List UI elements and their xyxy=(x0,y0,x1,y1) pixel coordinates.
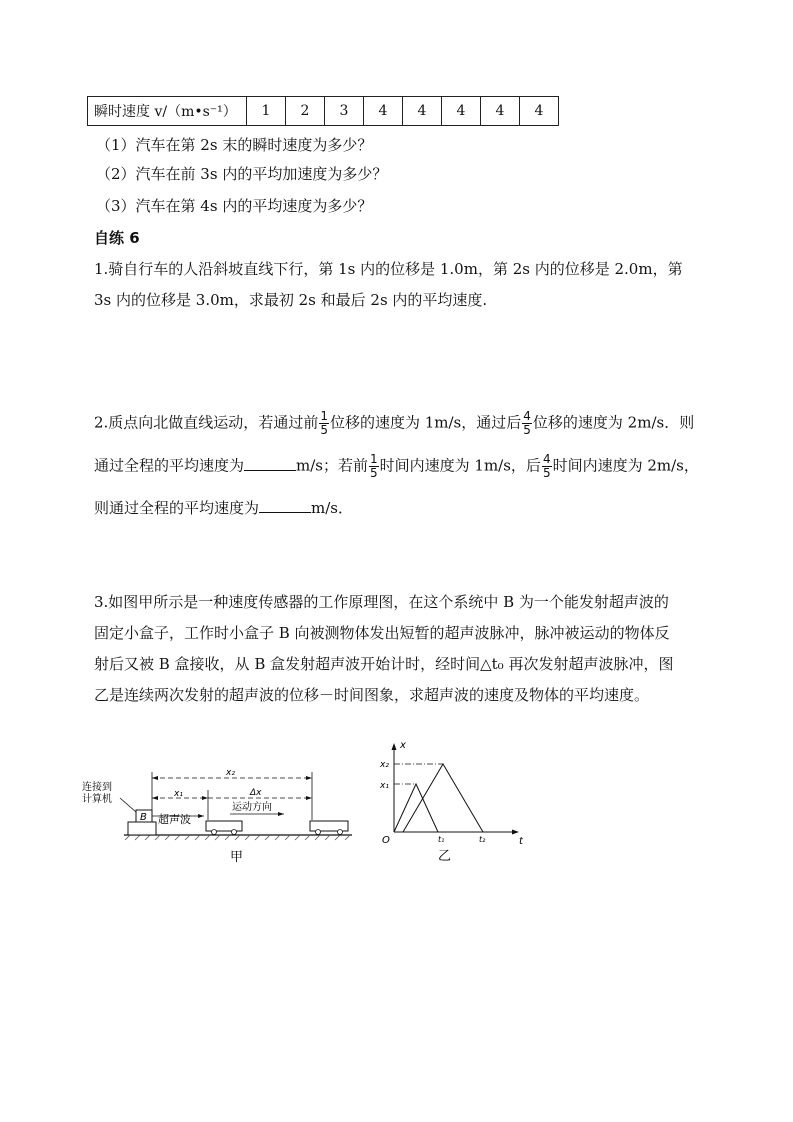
pulse-2 xyxy=(403,764,483,832)
question-3: （3）汽车在第 4s 内的平均速度为多少？ xyxy=(96,197,373,215)
arrow-head xyxy=(306,776,312,780)
problem-2-text: 2.质点向北做直线运动，若通过前 xyxy=(94,413,319,432)
problem-2-text: m/s；若前 xyxy=(296,456,368,475)
connect-label-2: 计算机 xyxy=(82,794,112,805)
table-header-cell: 瞬时速度 v/（m•s⁻¹） xyxy=(88,97,247,126)
problem-2-text: 时间内速度为 1m/s，后 xyxy=(379,456,541,475)
table-cell: 4 xyxy=(403,97,442,126)
figure-b-caption: 乙 xyxy=(438,849,452,864)
x-axis-label: x xyxy=(400,740,406,751)
problem-2-line-3 xyxy=(94,497,353,518)
table-cell: 1 xyxy=(247,97,286,126)
ground-hatching xyxy=(125,835,350,840)
dx-label: Δx xyxy=(250,788,262,798)
pulse-1 xyxy=(394,784,438,832)
table-cell: 2 xyxy=(286,97,325,126)
fraction-denominator: 5 xyxy=(370,466,378,480)
fraction-denominator: 5 xyxy=(320,423,328,437)
problem-2-text: 位移的速度为 2m/s．则 xyxy=(532,413,695,432)
direction-label: 运动方向 xyxy=(232,802,272,813)
cart-2-wheel xyxy=(338,830,343,835)
problem-3-line-4: 乙是连续两次发射的超声波的位移－时间图象，求超声波的速度及物体的平均速度。 xyxy=(94,686,650,704)
arrow-head xyxy=(152,776,158,780)
origin-label: O xyxy=(382,835,390,846)
answer-blank[interactable] xyxy=(244,456,296,471)
cart-1-wheel xyxy=(232,830,237,835)
x1-tick-label: x₁ xyxy=(380,781,389,791)
fraction-numerator: 4 xyxy=(523,409,531,423)
fraction-numerator: 4 xyxy=(542,452,551,466)
table-row xyxy=(88,97,559,126)
arrow-head xyxy=(202,796,208,800)
problem-1-line-2: 3s 内的位移是 3.0m，求最初 2s 和最后 2s 内的平均速度. xyxy=(94,291,488,309)
cart-2-wheel xyxy=(316,830,321,835)
x2-label: x₂ xyxy=(226,768,235,778)
fraction-denominator: 5 xyxy=(523,423,531,437)
x2-tick-label: x₂ xyxy=(380,760,389,770)
fraction-four-fifths xyxy=(522,410,532,437)
cart-1-wheel xyxy=(212,830,217,835)
sensor-base xyxy=(128,822,156,835)
section-title: 自练 6 xyxy=(94,229,140,247)
problem-2-text: 位移的速度为 1m/s，通过后 xyxy=(329,413,522,432)
connect-pointer xyxy=(120,798,136,812)
figure-b-xt-graph xyxy=(376,738,536,868)
answer-blank[interactable] xyxy=(259,498,311,513)
problem-2-line-2 xyxy=(94,453,699,480)
table-cell: 4 xyxy=(442,97,481,126)
arrow-head xyxy=(198,814,204,818)
problem-3-line-3: 射后又被 B 盒接收，从 B 盒发射超声波开始计时，经时间△t₀ 再次发射超声波脉冲，图 xyxy=(94,655,674,673)
arrow-head xyxy=(512,830,519,835)
table-cell: 4 xyxy=(364,97,403,126)
problem-1-line-1: 1.骑自行车的人沿斜坡直线下行，第 1s 内的位移是 1.0m，第 2s 内的位移是 2.0m，第 xyxy=(94,260,683,278)
velocity-table xyxy=(87,96,559,126)
arrow-head xyxy=(152,796,158,800)
table-cell: 4 xyxy=(520,97,559,126)
arrow-head xyxy=(306,796,312,800)
x1-label: x₁ xyxy=(174,789,183,799)
fraction-denominator: 5 xyxy=(542,466,551,480)
table-cell: 4 xyxy=(481,97,520,126)
figure-a-sensor-diagram xyxy=(80,760,360,870)
fraction-numerator: 1 xyxy=(370,452,378,466)
question-1: （1）汽车在第 2s 末的瞬时速度为多少？ xyxy=(96,136,373,154)
problem-2-text: 通过全程的平均速度为 xyxy=(94,456,245,475)
t2-label: t₂ xyxy=(479,835,486,844)
t1-label: t₁ xyxy=(438,835,445,844)
question-2: （2）汽车在前 3s 内的平均加速度为多少？ xyxy=(96,165,388,183)
figure-a-caption: 甲 xyxy=(230,850,244,865)
fraction-numerator: 1 xyxy=(320,409,328,423)
problem-3-line-1: 3.如图甲所示是一种速度传感器的工作原理图，在这个系统中 B 为一个能发射超声波的 xyxy=(94,593,669,611)
problem-2-text: m/s． xyxy=(311,499,353,517)
arrow-head xyxy=(278,812,284,816)
table-cell: 3 xyxy=(325,97,364,126)
cart-2 xyxy=(310,821,348,831)
problem-3-line-2: 固定小盒子，工作时小盒子 B 向被测物体发出短暂的超声波脉冲，脉冲被运动的物体反 xyxy=(94,624,670,642)
t-axis-label: t xyxy=(519,836,523,847)
wave-label: 超声波 xyxy=(158,813,191,826)
box-b-label: B xyxy=(140,812,147,823)
problem-2-text: 时间内速度为 2m/s， xyxy=(552,456,699,475)
fraction-four-fifths xyxy=(542,453,552,480)
problem-2-text: 则通过全程的平均速度为 xyxy=(94,499,260,517)
problem-2-line-1 xyxy=(94,410,694,437)
fraction-one-fifth xyxy=(369,453,379,480)
cart-1 xyxy=(206,821,242,831)
arrow-head xyxy=(392,743,397,750)
connect-label-1: 连接到 xyxy=(82,782,112,793)
fraction-one-fifth xyxy=(319,410,329,437)
